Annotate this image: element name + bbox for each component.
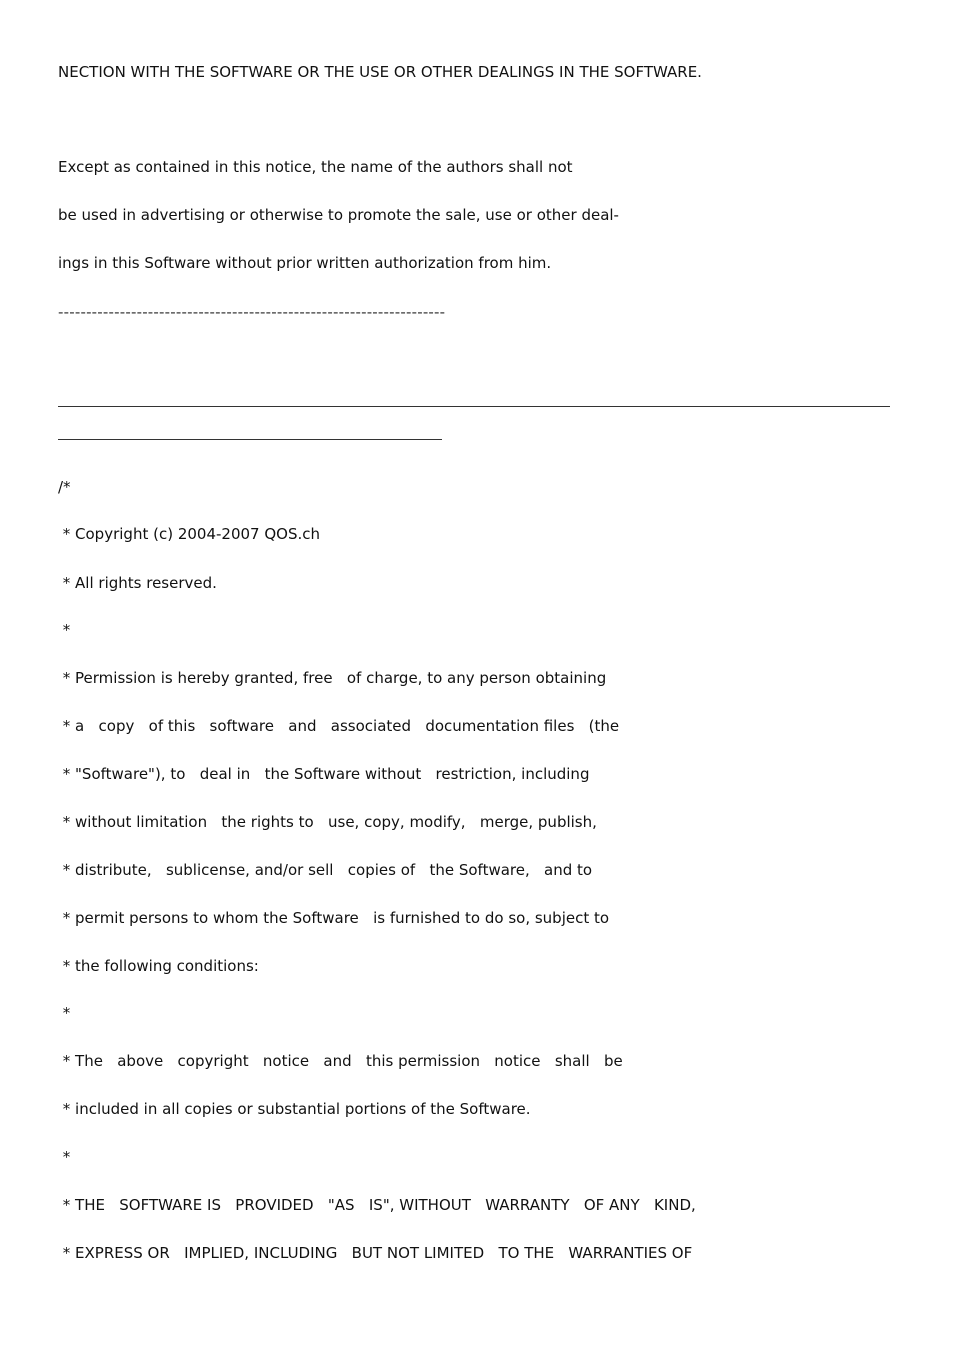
dashed-separator: --------------------------------------------------------------------- bbox=[58, 303, 446, 321]
text-line: * distribute, sublicense, and/or sell copies of the Software, and to bbox=[58, 861, 593, 879]
horizontal-rule-short bbox=[58, 439, 442, 440]
text-line: * a copy of this software and associated documentation files (the bbox=[58, 717, 620, 735]
text-line: * EXPRESS OR IMPLIED, INCLUDING BUT NOT LIMITED TO THE WARRANTIES OF bbox=[58, 1244, 693, 1262]
text-line: Except as contained in this notice, the name of the authors shall not bbox=[58, 158, 573, 176]
text-line: ings in this Software without prior written authorization from him. bbox=[58, 254, 552, 272]
text-line: * the following conditions: bbox=[58, 957, 259, 975]
text-line: * permit persons to whom the Software is furnished to do so, subject to bbox=[58, 909, 610, 927]
horizontal-rule bbox=[58, 406, 890, 407]
text-line: * bbox=[58, 621, 71, 639]
text-line: * without limitation the rights to use, copy, modify, merge, publish, bbox=[58, 813, 597, 831]
text-line: * Permission is hereby granted, free of charge, to any person obtaining bbox=[58, 669, 607, 687]
text-line: * included in all copies or substantial portions of the Software. bbox=[58, 1100, 531, 1118]
text-line: be used in advertising or otherwise to promote the sale, use or other deal- bbox=[58, 206, 619, 224]
copyright-line: * Copyright (c) 2004-2007 QOS.ch bbox=[58, 525, 321, 543]
text-line: * bbox=[58, 1004, 71, 1022]
comment-open: /* bbox=[58, 478, 71, 496]
text-line: NECTION WITH THE SOFTWARE OR THE USE OR OTHER DEALINGS IN THE SOFTWARE. bbox=[58, 63, 702, 81]
text-line: * The above copyright notice and this permission notice shall be bbox=[58, 1052, 623, 1070]
rights-line: * All rights reserved. bbox=[58, 574, 217, 592]
text-line: * THE SOFTWARE IS PROVIDED "AS IS", WITHOUT WARRANTY OF ANY KIND, bbox=[58, 1196, 696, 1214]
text-line: * bbox=[58, 1148, 71, 1166]
text-line: * "Software"), to deal in the Software without restriction, including bbox=[58, 765, 590, 783]
